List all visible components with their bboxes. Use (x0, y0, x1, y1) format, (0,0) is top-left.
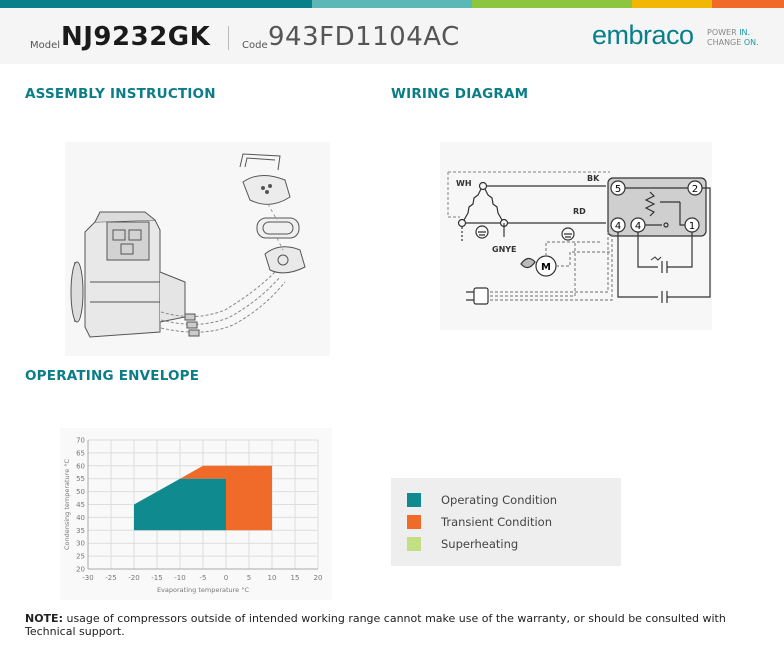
stripe-light-teal (312, 0, 472, 8)
y-tick-label: 70 (76, 436, 85, 445)
legend-swatch (407, 493, 421, 507)
code-value: 943FD1104AC (268, 22, 460, 52)
x-tick-label: 5 (246, 574, 252, 582)
y-tick-label: 60 (76, 462, 85, 471)
wiring-diagram (440, 142, 712, 330)
motor-label: M (541, 262, 551, 273)
x-tick-label: -10 (174, 574, 186, 582)
legend-label: Operating Condition (441, 493, 558, 507)
x-tick-label: -5 (199, 574, 207, 582)
x-tick-label: 0 (223, 574, 229, 582)
legend-item (407, 493, 557, 507)
legend-swatch (407, 537, 421, 551)
y-tick-label: 35 (76, 526, 85, 535)
x-axis-label: Evaporating temperature °C (156, 586, 250, 594)
y-axis-label: Condensing temperature °C (63, 458, 71, 551)
stripe-orange (712, 0, 784, 8)
wiring-title: WIRING DIAGRAM (391, 86, 529, 102)
y-tick-label: 20 (76, 565, 85, 574)
y-tick-label: 40 (76, 513, 85, 522)
x-tick-label: -25 (105, 574, 117, 582)
code-label: Code (242, 40, 268, 51)
y-tick-label: 65 (76, 449, 85, 458)
chart-legend (391, 478, 621, 566)
y-tick-label: 45 (76, 501, 85, 509)
legend-label: Superheating (441, 537, 519, 551)
x-tick-label: 10 (267, 574, 277, 582)
x-tick-label: -30 (82, 574, 94, 582)
label-gnye: GNYE (492, 245, 517, 254)
label-bk: BK (587, 174, 600, 183)
envelope-title: OPERATING ENVELOPE (25, 368, 200, 384)
legend-swatch (407, 515, 421, 529)
series-operating-condition (134, 479, 226, 531)
x-tick-label: 15 (290, 574, 300, 582)
terminal-4b: 4 (634, 221, 642, 232)
wiring-schematic (440, 142, 712, 330)
model-value: NJ9232GK (61, 22, 211, 52)
model-label: Model (30, 40, 61, 51)
assembly-illustration (65, 142, 330, 356)
terminal-1: 1 (688, 221, 696, 232)
x-tick-label: 20 (313, 574, 323, 582)
legend-item (407, 515, 552, 529)
y-tick-label: 30 (76, 539, 85, 548)
label-wh: WH (456, 179, 472, 188)
assembly-title: ASSEMBLY INSTRUCTION (25, 86, 216, 102)
header-divider (228, 26, 229, 50)
x-tick-label: -15 (151, 574, 163, 582)
warranty-note: NOTE: usage of compressors outside of intended working range cannot make use of the warranty, or should be consulted with Technical support. (25, 612, 726, 638)
tagline: POWER IN. CHANGE ON. (707, 28, 759, 47)
compressor-drawing (65, 142, 330, 356)
stripe-green (472, 0, 632, 8)
legend-label: Transient Condition (441, 515, 552, 529)
label-rd: RD (573, 207, 586, 216)
terminal-4a: 4 (614, 221, 622, 232)
stripe-teal (0, 0, 312, 8)
legend-item (407, 537, 518, 551)
terminal-2: 2 (691, 184, 699, 195)
y-tick-label: 25 (76, 552, 85, 561)
stripe-yellow (632, 0, 712, 8)
x-tick-label: -20 (128, 574, 140, 582)
envelope-chart-panel (60, 428, 332, 600)
envelope-chart (60, 428, 332, 600)
embraco-logo: embraco (592, 20, 694, 50)
y-tick-label: 55 (76, 475, 85, 484)
terminal-5: 5 (614, 184, 622, 195)
y-tick-label: 50 (76, 488, 85, 497)
